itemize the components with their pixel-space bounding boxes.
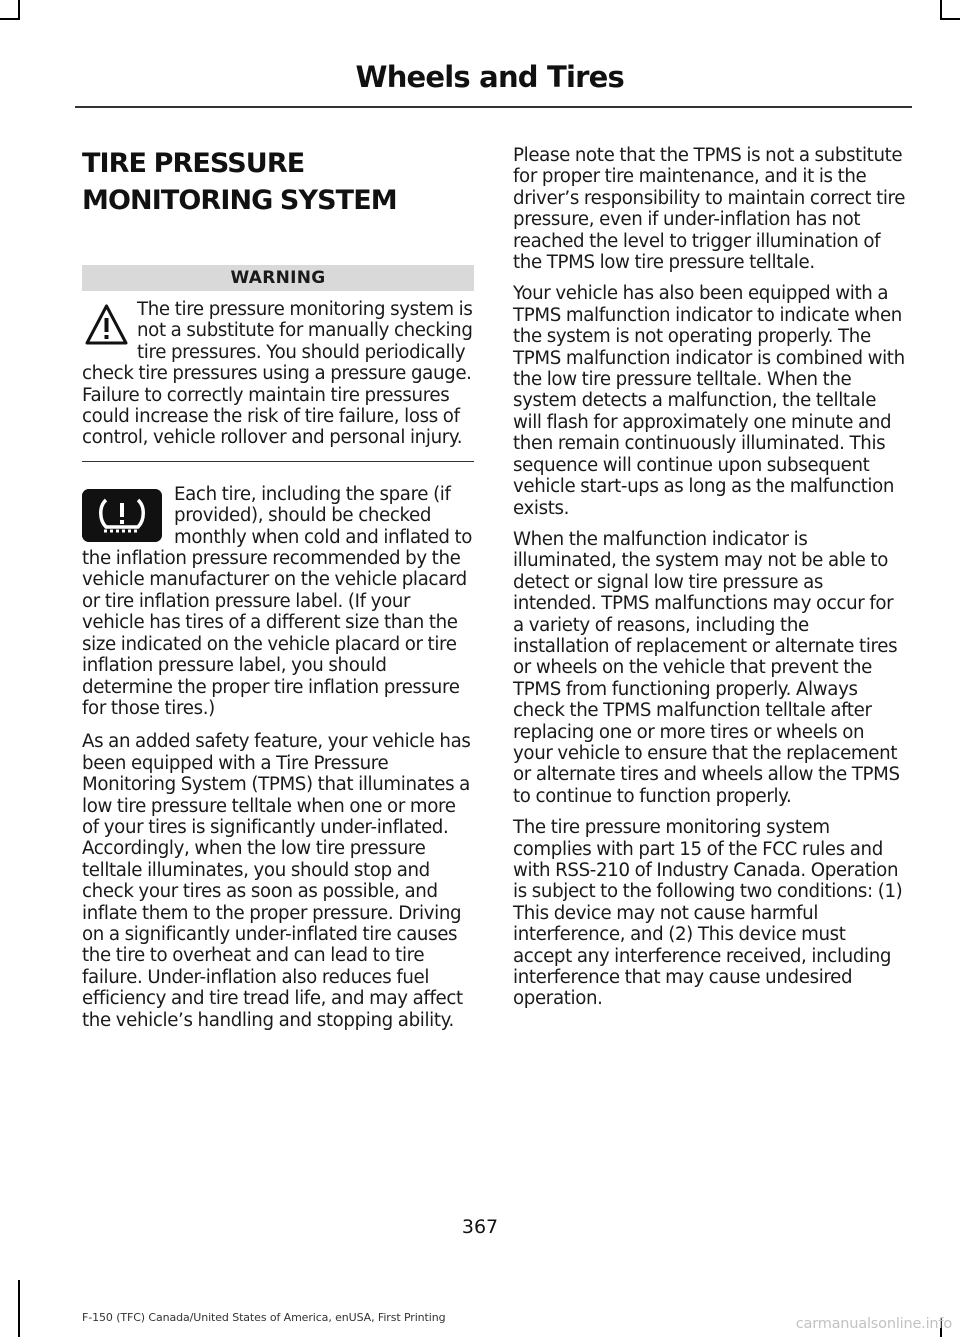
crop-mark-top-left-h: [0, 18, 20, 20]
warning-label: WARNING: [82, 265, 474, 291]
right-paragraph-2: Your vehicle has also been equipped with a TPMS malfunction indicator to indicate when the system is not operating properly. The TPMS malfunction indicator is combined with the low tire pressure telltale. When the system detects a malfunction, the telltale will flash for approximately one minute and then remain continuously illuminated. This sequence will continue upon subsequent vehicle start-ups as long as the malfunction exists.: [513, 283, 905, 519]
section-title: TIRE PRESSURE MONITORING SYSTEM: [82, 148, 397, 216]
page-number: 367: [461, 1216, 499, 1238]
crop-mark-bottom-left: [18, 1280, 20, 1337]
crop-mark-top-right-h: [940, 18, 960, 20]
crop-mark-top-left: [18, 0, 20, 20]
right-paragraph-1: Please note that the TPMS is not a substitute for proper tire maintenance, and it is the driver’s responsibility to maintain correct tire pressure, even if under-inflation has not reached the level to trigger illumination of the TPMS low tire pressure telltale.: [513, 145, 906, 274]
warning-text: The tire pressure monitoring system is not a substitute for manually checking tire pressures. You should periodically check tire pressures using a pressure gauge. Failure to correctly maintain tire pressures could increase the risk of tire failure, loss of control, vehicle rollover and personal injury.: [82, 299, 473, 449]
left-column: [82, 145, 474, 1031]
right-paragraph-3: When the malfunction indicator is illuminated, the system may not be able to detect or signal low tire pressure as intended. TPMS malfunctions may occur for a variety of reasons, including the installation of replacement or alternate tires or wheels on the vehicle that prevent the TPMS from functioning properly. Always check the TPMS malfunction telltale after replacing one or more tires or wheels on your vehicle to ensure that the replacement or alternate tires and wheels allow the TPMS to continue to function properly.: [513, 528, 900, 807]
crop-mark-top-right: [940, 0, 942, 20]
watermark: carmanualsonline.info: [795, 1316, 952, 1332]
warning-block: [82, 299, 474, 462]
header-rule: [75, 106, 912, 108]
tpms-paragraph: Each tire, including the spare (if provided), should be checked monthly when cold and inflated to the inflation pressure recommended by the vehicle manufacturer on the vehicle placard or tire inflation pressure label. (If your vehicle has tires of a different size than the size indicated on the vehicle placard or tire inflation pressure label, you should determine the proper tire inflation pressure for those tires.): [82, 483, 473, 719]
warning-triangle-icon: [84, 303, 129, 347]
left-paragraph-2: As an added safety feature, your vehicle has been equipped with a Tire Pressure Monitoring System (TPMS) that illuminates a low tire pressure telltale when one or more of your tires is significantly under-inflated. Accordingly, when the low tire pressure telltale illuminates, you should stop and check your tires as soon as possible, and inflate them to the proper pressure. Driving on a significantly under-inflated tire causes the tire to overheat and can lead to tire failure. Under-inflation also reduces fuel efficiency and tire tread life, and may affect the vehicle’s handling and stopping ability.: [82, 731, 471, 1031]
right-paragraph-4: The tire pressure monitoring system complies with part 15 of the FCC rules and with RSS-210 of Industry Canada. Operation is subject to the following two conditions: (1) This device may not cause harmful interference, and (2) This device must accept any interference received, including interference that may cause undesired operation.: [513, 817, 903, 1010]
tpms-block: [82, 484, 474, 719]
page-header-title: Wheels and Tires: [355, 60, 624, 94]
tpms-telltale-icon: [82, 489, 162, 542]
footer-text: F-150 (TFC) Canada/United States of America, enUSA, First Printing: [82, 1311, 446, 1324]
right-column: [513, 145, 908, 1020]
